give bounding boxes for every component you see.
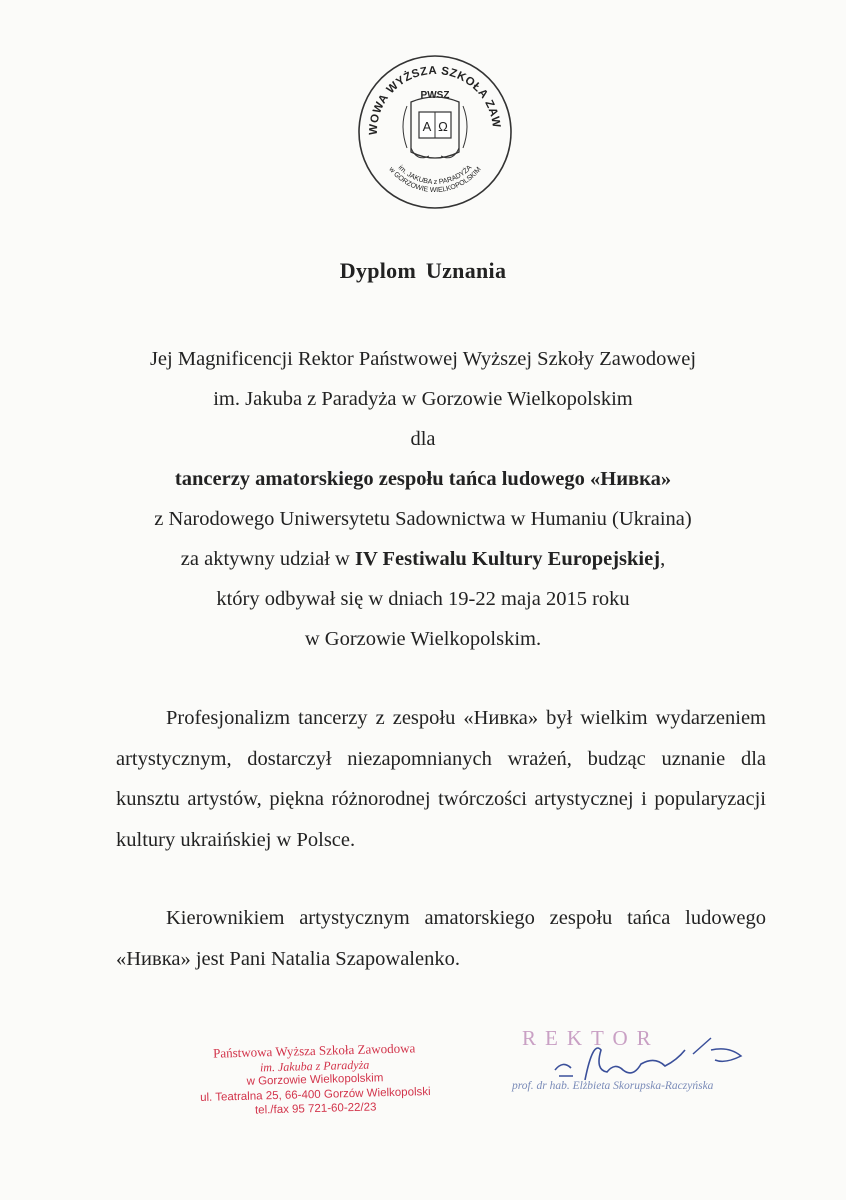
rektor-stamp-title: REKTOR: [522, 1026, 660, 1050]
stamp-line-phone: tel./fax 95 721-60-22/23: [254, 1101, 377, 1117]
stamp-line-patron: im. Jakuba z Paradyża: [259, 1057, 370, 1074]
rector-name: prof. dr hab. Elżbieta Skorupska-Raczyńska: [512, 1080, 714, 1092]
stamp-line-city: w Gorzowie Wielkopolskim: [246, 1072, 384, 1088]
seal-book-right: Ω: [438, 119, 448, 134]
paragraph-artistic-director-text: Kierownikiem artystycznym amatorskiego zespołu tańca ludowego «Нивка» jest Pani Natalia Szapowalenko.: [116, 907, 766, 970]
body-line-location: w Gorzowie Wielkopolskim.: [304, 628, 542, 650]
institution-stamp: [169, 1040, 461, 1120]
body-line-recipient-authority: Jej Magnificencji Rektor Państwowej Wyższej Szkoły Zawodowej: [149, 348, 697, 370]
seal-monogram: PWSZ: [420, 90, 450, 101]
festival-suffix: ,: [660, 548, 666, 570]
university-seal-logo: [355, 52, 515, 212]
seal-emblem: [403, 90, 467, 158]
body-line-festival: [0, 548, 846, 571]
paragraph-professionalism: [116, 698, 766, 860]
seal-bottom-line2: w GORZOWIE WIELKOPOLSKIM: [387, 166, 483, 195]
seal-book-left: A: [422, 119, 432, 134]
body-line-origin: z Narodowego Uniwersytetu Sadownictwa w Humaniu (Ukraina): [154, 508, 692, 530]
seal-ring-text: WOWA WYŻSZA SZKOŁA ZAW: [367, 64, 503, 136]
body-line-ensemble: tancerzy amatorskiego zespołu tańca ludowego «Нивка»: [174, 468, 672, 490]
diploma-title: Dyplom Uznania: [339, 258, 507, 283]
festival-name: IV Festiwalu Kultury Europejskiej: [355, 548, 661, 570]
seal-bottom-line1: im. JAKUBA z PARADYŻA: [396, 164, 474, 187]
stamp-line-name: Państwowa Wyższa Szkoła Zawodowa: [212, 1040, 416, 1061]
paragraph-professionalism-text: Profesjonalizm tancerzy z zespołu «Нивка» był wielkim wydarzeniem artystycznym, dostarczył niezapomnianych wrażeń, budząc uznanie dla kunsztu artystów, piękna różnorodnej twórczości artystycznej i popularyzacji kultury ukraińskiej w Polsce.: [116, 707, 766, 851]
stamp-line-address: ul. Teatralna 25, 66-400 Gorzów Wielkopolski: [199, 1085, 431, 1104]
festival-prefix: za aktywny udział w: [180, 548, 355, 570]
body-line-dates: który odbywał się w dniach 19-22 maja 2015 roku: [216, 588, 630, 610]
body-line-university: im. Jakuba z Paradyża w Gorzowie Wielkopolskim: [213, 388, 633, 410]
body-line-for: dla: [410, 428, 436, 450]
paragraph-artistic-director: [116, 898, 766, 979]
